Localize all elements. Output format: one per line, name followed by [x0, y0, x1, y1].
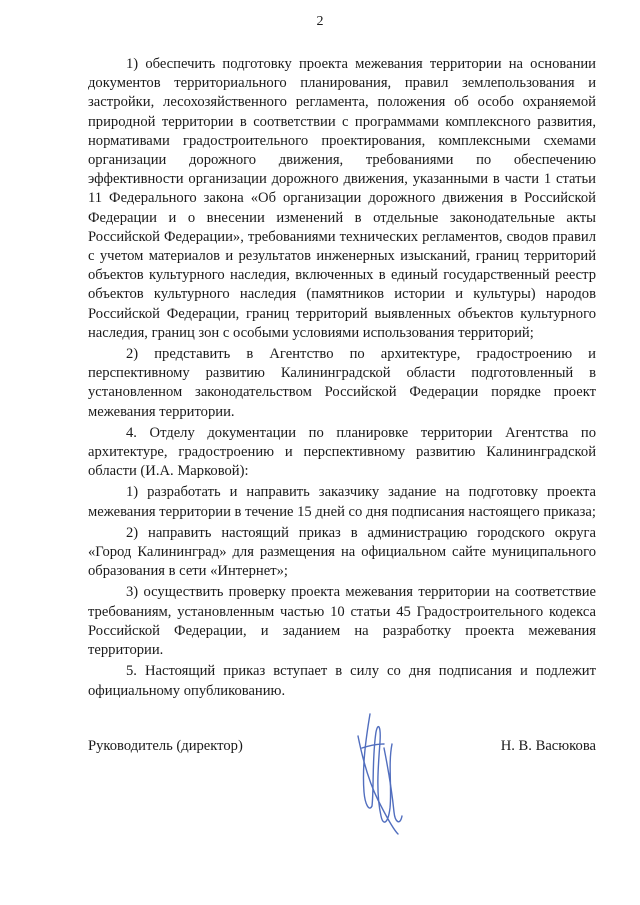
signatory-name: Н. В. Васюкова	[500, 738, 596, 754]
paragraph-section-4: 4. Отделу документации по планировке территории Агентства по архитектуре, градостроению и перспективному развитию Калининградской области (И.А. Марковой):	[88, 424, 596, 480]
paragraph-section-4-item-3: 3) осуществить проверку проекта межевания территории на соответствие требованиям, установленным частью 10 статьи 45 Градостроительного кодекса Российской Федерации, и заданием на разработку проекта межевания территории.	[88, 584, 596, 659]
paragraph-section-4-item-1: 1) разработать и направить заказчику задание на подготовку проекта межевания территории в течение 15 дней со дня подписания настоящего приказа;	[88, 484, 596, 520]
paragraph-section-4-item-2: 2) направить настоящий приказ в администрацию городского округа «Город Калининград» для размещения на официальном сайте муниципального образования в сети «Интернет»;	[88, 524, 596, 580]
signature-block	[88, 736, 596, 756]
paragraph-item-1: 1) обеспечить подготовку проекта межевания территории на основании документов территориального планирования, правил землепользования и застройки, лесохозяйственного регламента, положения об особо охраняемой природной территории в соответствии с программами комплексного развития, нормативами градостроительного проектирования, комплексными схемами организации дорожного движения, требованиями по обеспечению эффективности организации дорожного движения, указанными в части 1 статьи 11 Федерального закона «Об организации дорожного движения в Российской Федерации и о внесении изменений в отдельные законодательные акты Российской Федерации», требованиями технических регламентов, сводов правил с учетом материалов и результатов инженерных изысканий, границ территорий объектов культурного наследия, включенных в единый государственный реестр объектов культурного наследия (памятников истории и культуры) народов Российской Федерации, границ территорий выявленных объектов культурного наследия, границ зон с особыми условиями использования территорий;	[88, 56, 596, 341]
paragraph-section-5: 5. Настоящий приказ вступает в силу со дня подписания и подлежит официальному опубликованию.	[88, 663, 596, 699]
handwritten-signature	[348, 708, 412, 838]
document-body	[88, 55, 596, 701]
signatory-title: Руководитель (директор)	[88, 738, 243, 754]
page-number: 2	[316, 14, 324, 29]
paragraph-item-2: 2) представить в Агентство по архитектуре, градостроению и перспективному развитию Калининградской области подготовленный в установленном законодательством Российской Федерации порядке проект межевания территории.	[88, 346, 596, 420]
